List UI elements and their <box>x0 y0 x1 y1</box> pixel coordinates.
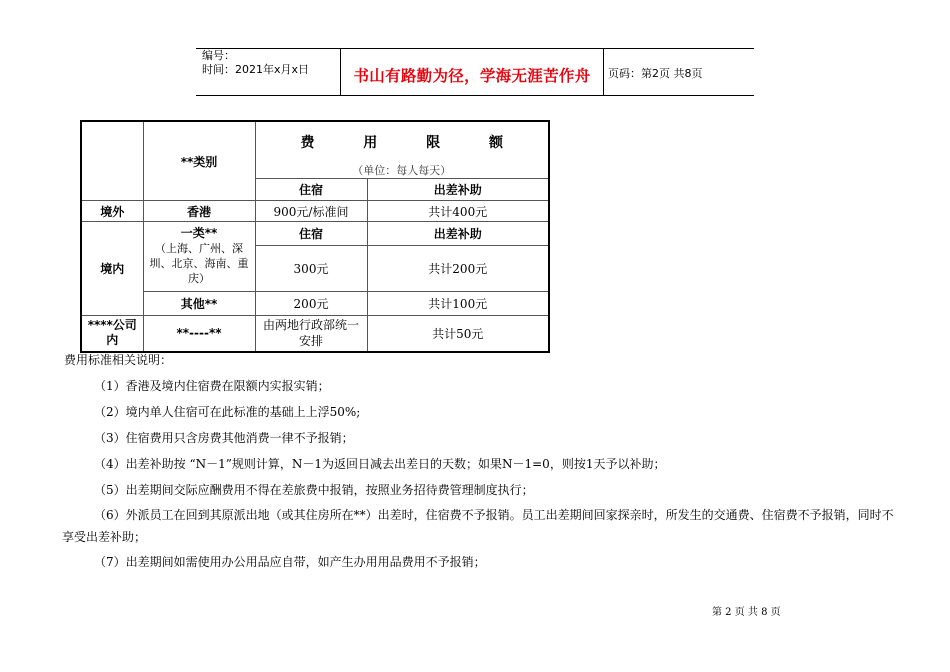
region-abroad: 境外 <box>81 201 143 222</box>
sub-lodging-header: 住宿 <box>255 222 367 246</box>
note-item: （1）香港及境内住宿费在限额内实报实销； <box>94 379 330 393</box>
footer-page-number: 第 2 页 共 8 页 <box>712 607 781 618</box>
notes-title: 费用标准相关说明： <box>64 353 173 367</box>
header-motto: 书山有路勤为径，学海无涯苦作舟 <box>353 67 591 85</box>
city-hongkong: 香港 <box>143 201 255 222</box>
region-domestic: 境内 <box>81 222 143 316</box>
class1-allowance-value: 共计200元 <box>367 246 549 292</box>
document-number-label: 编号： <box>202 49 235 62</box>
header-page-number: 页码：第2页 共8页 <box>608 67 703 80</box>
other-lodging-value: 200元 <box>255 292 367 316</box>
note-item: （6）外派员工在回到其原派出地（或其住房所在**）出差时，住宿费不予报销。员工出差期间回家探亲时，所发生的交通费、住宿费不予报销，同时不享受出差补助； <box>62 508 894 544</box>
header-bottom-rule <box>196 95 754 96</box>
class1-cell <box>143 222 255 292</box>
note-item: （4）出差补助按 “N－1”规则计算，N－1为返回日减去出差日的天数；如果N－1=0，则按1天予以补助； <box>94 457 666 471</box>
limit-header <box>255 121 549 179</box>
notes-section <box>62 352 894 570</box>
class1-lodging-value: 300元 <box>255 246 367 292</box>
col-lodging-header: 住宿 <box>255 179 367 201</box>
other-class-title: 其他** <box>143 292 255 316</box>
category-header: **类别 <box>143 121 255 201</box>
expense-limit-table <box>80 120 550 353</box>
note-item: （2）境内单人住宿可在此标准的基础上上浮50%; <box>94 405 361 419</box>
empty-corner-cell <box>81 121 143 201</box>
note-item: （5）出差期间交际应酬费用不得在差旅费中报销，按照业务招待费管理制度执行； <box>94 483 534 497</box>
company-lodging-value: 由两地行政部统一安排 <box>255 316 367 352</box>
note-item: （3）住宿费用只含房费其他消费一律不予报销； <box>94 431 354 445</box>
header-divider <box>340 48 341 96</box>
col-allowance-header: 出差补助 <box>367 179 549 201</box>
class1-cities: （上海、广州、深圳、北京、海南、重庆） <box>149 242 249 285</box>
note-item: （7）出差期间如需使用办公用品应自带，如产生办用用品费用不予报销； <box>94 555 486 569</box>
header-divider <box>603 48 604 96</box>
document-time-label: 时间：2021年x月x日 <box>202 63 310 76</box>
company-category: **----** <box>143 316 255 352</box>
hk-allowance-value: 共计400元 <box>367 201 549 222</box>
company-allowance-value: 共计50元 <box>367 316 549 352</box>
region-company: ****公司内 <box>81 316 143 352</box>
page-header <box>196 48 754 96</box>
hk-lodging-value: 900元/标准间 <box>255 201 367 222</box>
limit-unit: （单位：每人每天） <box>352 164 452 177</box>
limit-title: 费 用 限 额 <box>300 135 526 151</box>
other-allowance-value: 共计100元 <box>367 292 549 316</box>
sub-allowance-header: 出差补助 <box>367 222 549 246</box>
class1-title: 一类** <box>180 226 218 240</box>
header-meta <box>202 49 309 77</box>
